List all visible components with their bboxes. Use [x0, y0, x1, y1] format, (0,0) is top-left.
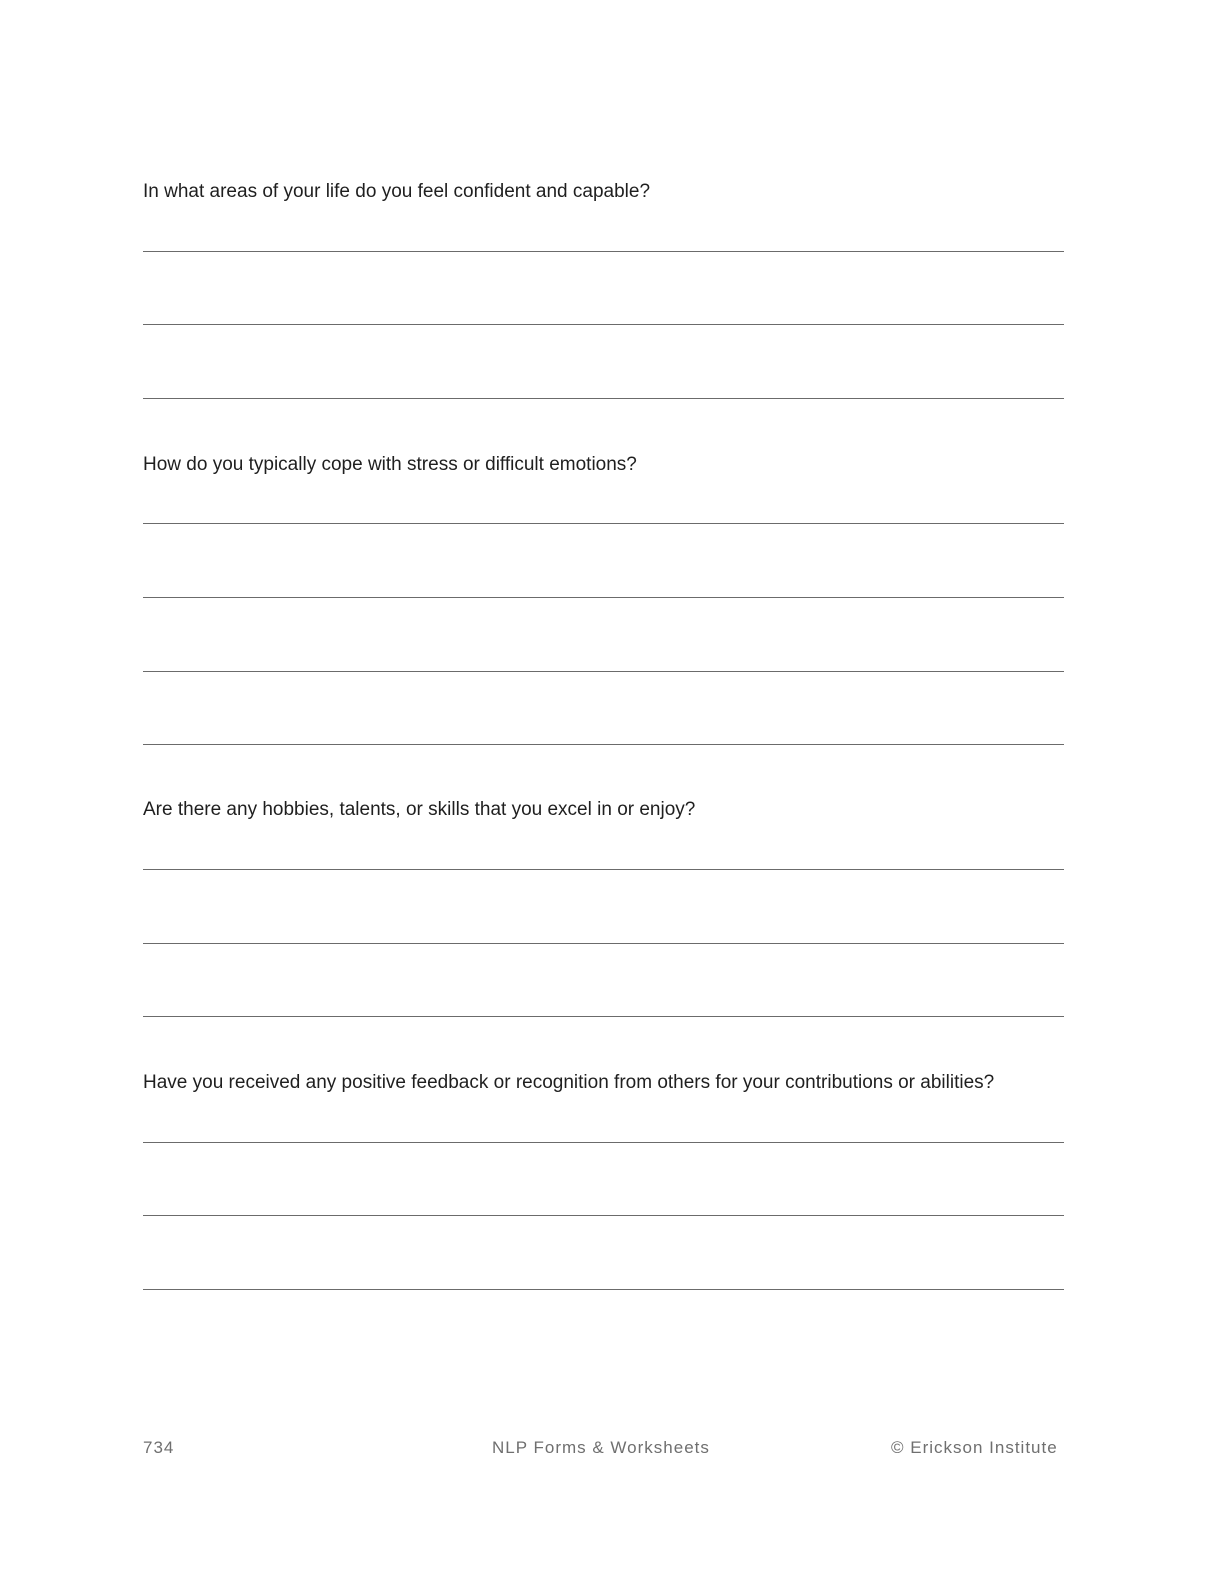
- answer-line-q2-2[interactable]: [143, 597, 1064, 598]
- answer-line-q3-2[interactable]: [143, 943, 1064, 944]
- answer-line-q1-3[interactable]: [143, 398, 1064, 399]
- question-4: Have you received any positive feedback or recognition from others for your contributions or abilities?: [143, 1072, 995, 1093]
- answer-line-q4-3[interactable]: [143, 1289, 1064, 1290]
- answer-line-q4-1[interactable]: [143, 1142, 1064, 1143]
- answer-line-q2-1[interactable]: [143, 523, 1064, 524]
- question-1: In what areas of your life do you feel confident and capable?: [143, 181, 651, 202]
- copyright-notice: © Erickson Institute: [891, 1438, 1058, 1457]
- answer-line-q1-1[interactable]: [143, 251, 1064, 252]
- answer-line-q3-1[interactable]: [143, 869, 1064, 870]
- page-number: 734: [143, 1438, 175, 1457]
- question-3: Are there any hobbies, talents, or skills that you excel in or enjoy?: [143, 799, 696, 820]
- answer-line-q3-3[interactable]: [143, 1016, 1064, 1017]
- question-2: How do you typically cope with stress or difficult emotions?: [143, 454, 637, 475]
- answer-line-q2-4[interactable]: [143, 744, 1064, 745]
- book-title: NLP Forms & Worksheets: [492, 1438, 710, 1457]
- answer-line-q4-2[interactable]: [143, 1215, 1064, 1216]
- answer-line-q1-2[interactable]: [143, 324, 1064, 325]
- answer-line-q2-3[interactable]: [143, 671, 1064, 672]
